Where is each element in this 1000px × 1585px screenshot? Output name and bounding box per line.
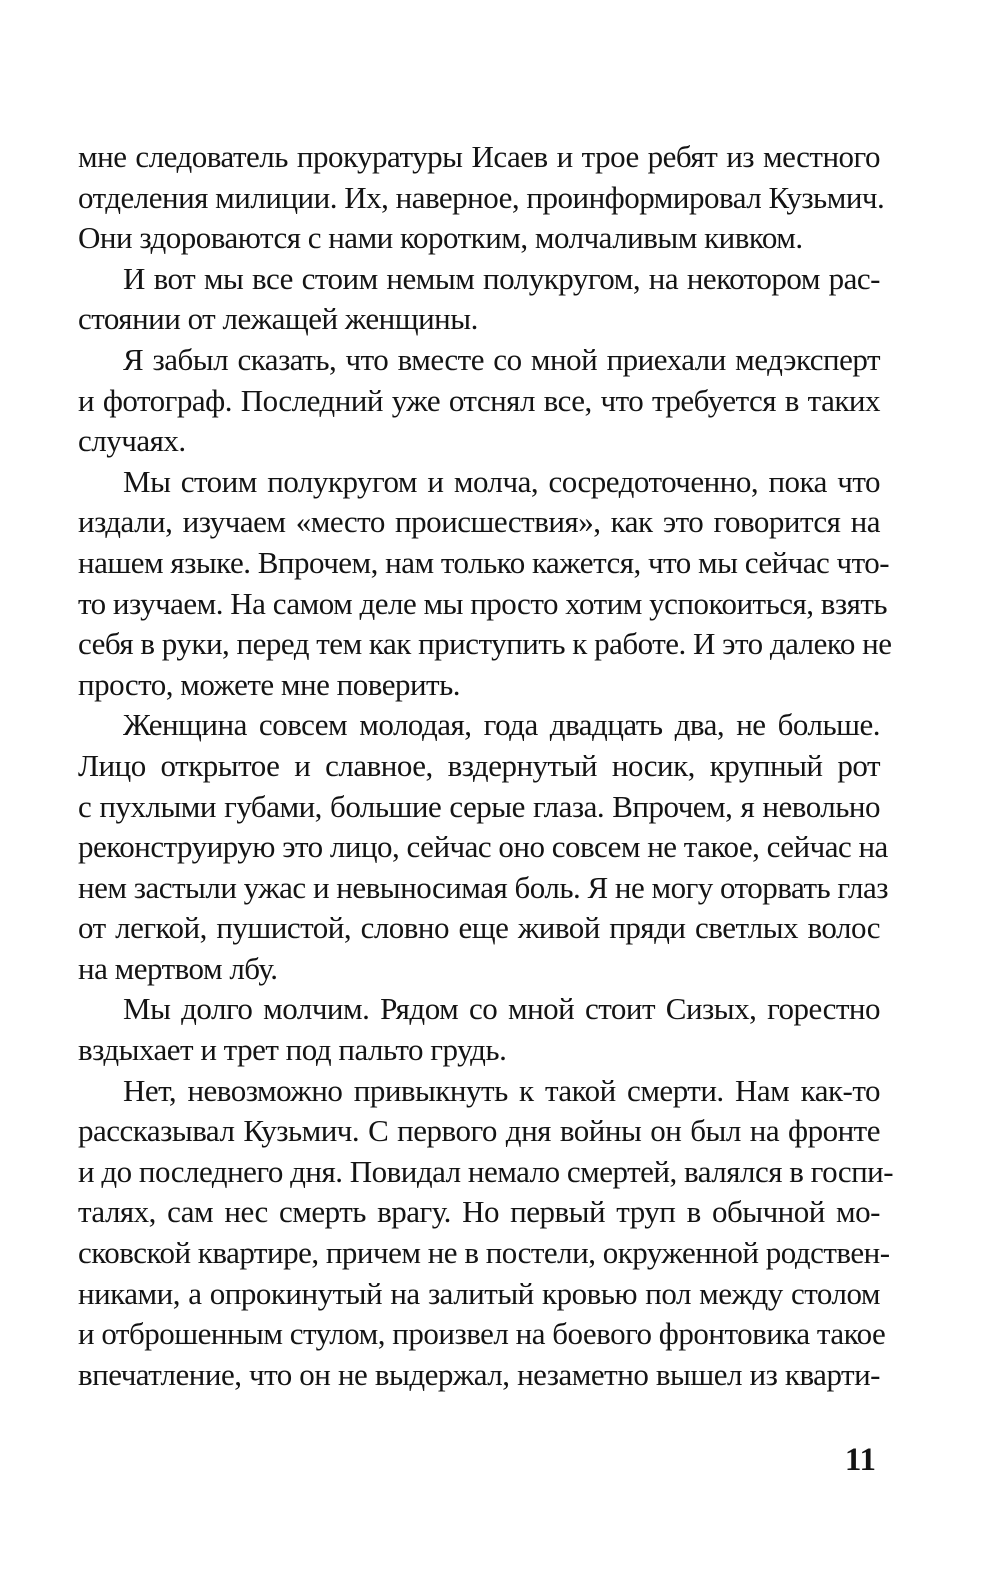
text-line: Я забыл сказать, что вместе со мной приехали медэксперт [123,341,880,377]
paragraph [78,989,880,1070]
text-line: и фотограф. Последний уже отснял все, что требуется в таких [78,382,880,418]
paragraph [78,340,880,462]
text-line: на мертвом лбу. [78,950,278,986]
text-line: никами, а опрокинутый на залитый кровью пол между столом [78,1275,880,1311]
text-line: себя в руки, перед тем как приступить к работе. И это далеко не [78,626,892,662]
text-line: мне следователь прокуратуры Исаев и трое ребят из местного [78,139,880,174]
text-line: от легкой, пушистой, словно еще живой пряди светлых волос [78,910,880,946]
paragraph [78,705,889,989]
text-line: и до последнего дня. Повидал немало смертей, валялся в госпи- [78,1153,894,1189]
text-line: Нет, невозможно привыкнуть к такой смерти. Нам как-то [123,1072,880,1108]
text-line: с пухлыми губами, большие серые глаза. Впрочем, я невольно [78,788,880,824]
text-line: Они здороваются с нами коротким, молчаливым кивком. [78,220,803,256]
body-text [78,137,894,1395]
text-line: Женщина совсем молодая, года двадцать два, не больше. [123,707,880,743]
text-line: впечатление, что он не выдержал, незаметно вышел из кварти- [78,1356,880,1392]
text-line: вздыхает и трет под пальто грудь. [78,1032,507,1068]
text-line: отделения милиции. Их, наверное, проинформировал Кузьмич. [78,179,885,215]
paragraph [78,259,880,340]
paragraph [78,1071,894,1396]
text-line: просто, можете мне поверить. [78,666,460,702]
text-line: Мы долго молчим. Рядом со мной стоит Сизых, горестно [123,991,880,1027]
text-line: сковской квартире, причем не в постели, окруженной родствен- [78,1235,890,1271]
text-line: Лицо открытое и славное, вздернутый носик, крупный рот [78,747,880,783]
text-line: нашем языке. Впрочем, нам только кажется, что мы сейчас что- [78,544,890,580]
page-number: 11 [844,1442,876,1478]
text-line: талях, сам нес смерть врагу. Но первый труп в обычной мо- [78,1194,880,1230]
paragraph [78,462,892,706]
text-line: рассказывал Кузьмич. С первого дня войны он был на фронте [78,1113,880,1149]
text-line: стоянии от лежащей женщины. [78,301,478,337]
text-line: случаях. [78,423,186,459]
text-line: Мы стоим полукругом и молча, сосредоточенно, пока что [123,463,880,499]
text-line: И вот мы все стоим немым полукругом, на некотором рас- [123,260,880,296]
text-line: издали, изучаем «место происшествия», как это говорится на [78,504,880,540]
paragraph [78,137,885,259]
text-line: реконструирую это лицо, сейчас оно совсем не такое, сейчас на [78,829,888,865]
text-line: нем застыли ужас и невыносимая боль. Я не могу оторвать глаз [78,869,889,905]
text-line: и отброшенным стулом, произвел на боевого фронтовика такое [78,1316,886,1352]
text-line: то изучаем. На самом деле мы просто хотим успокоиться, взять [78,585,888,621]
